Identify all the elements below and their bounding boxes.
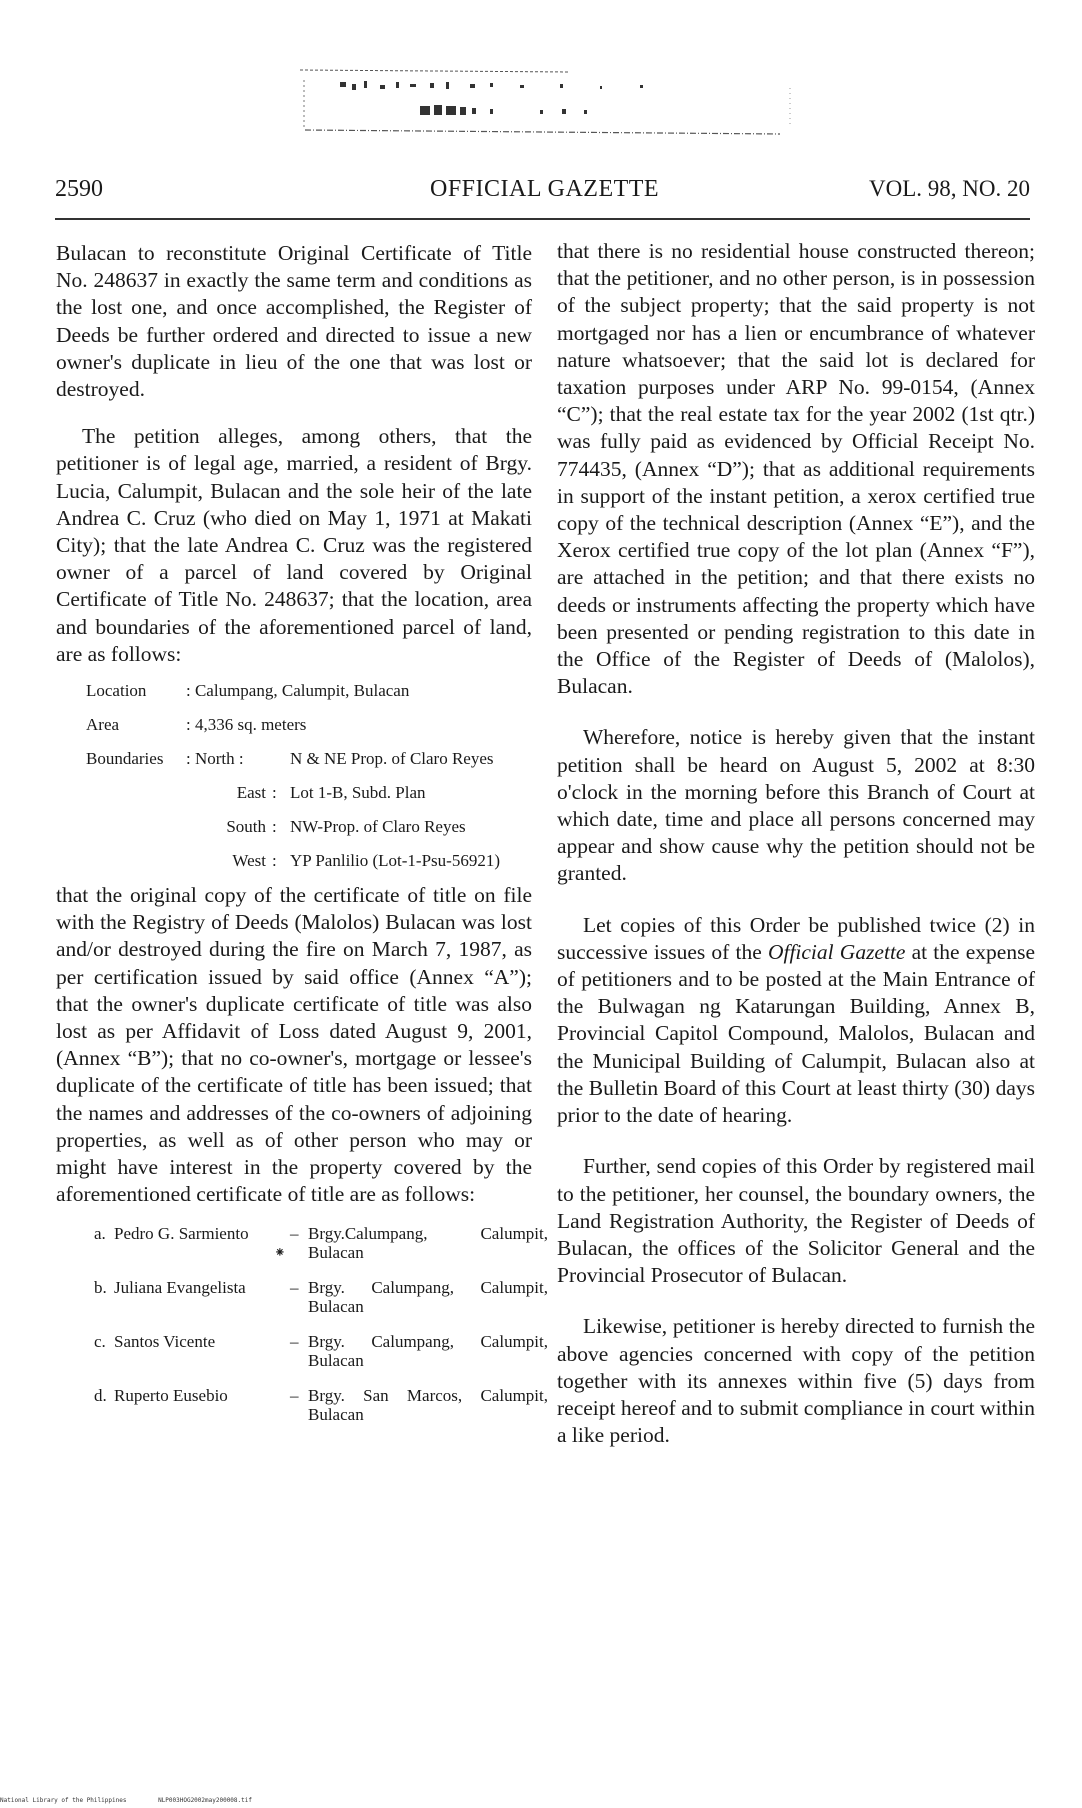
west-label: West xyxy=(232,851,266,871)
west-value: YP Panlilio (Lot-1-Psu-56921) xyxy=(290,851,500,871)
owner-address: Brgy. Calumpang, Calumpit, Bulacan xyxy=(308,1278,548,1317)
list-item xyxy=(94,1384,548,1438)
colon: : xyxy=(272,851,277,871)
boundaries-label: Boundaries xyxy=(86,749,164,769)
table-row xyxy=(86,674,532,708)
owner-address: Brgy. San Marcos, Calumpit, Bulacan xyxy=(308,1386,548,1425)
property-table xyxy=(86,674,532,878)
publication-name: Official Gazette xyxy=(767,939,906,964)
south-label: South xyxy=(226,817,266,837)
dash: – xyxy=(290,1386,299,1406)
list-item xyxy=(94,1276,548,1330)
library-credit: National Library of the Philippines xyxy=(0,1797,127,1804)
paragraph: Wherefore, notice is hereby given that the instant petition shall be heard on August 5, 2002 at 8:30 o'clock in the morning before this Branch of Court at which date, time and place all persons concerned may appear and show cause why the petition should not be granted. xyxy=(557,725,1035,886)
south-value: NW-Prop. of Claro Reyes xyxy=(290,817,466,837)
north-value: N & NE Prop. of Claro Reyes xyxy=(290,749,494,769)
publication-title: OFFICIAL GAZETTE xyxy=(430,176,660,202)
table-row xyxy=(86,810,532,844)
paragraph: The petition alleges, among others, that the petitioner is of legal age, married, a resident of Brgy. Lucia, Calumpit, Bulacan and the sole heir of the late Andrea C. Cruz (who died on May 1, 1971 at Makati City); that the late Andrea C. Cruz was the registered owner of a parcel of land covered by Original Certificate of Title No. 248637; that the location, area and boundaries of the aforementioned parcel of land, are as follows: xyxy=(56,424,532,666)
owner-name: Ruperto Eusebio xyxy=(114,1386,228,1406)
colon: : xyxy=(272,817,277,837)
owner-address: Brgy. Calumpang, Calumpit, Bulacan xyxy=(308,1332,548,1371)
dash: – xyxy=(290,1278,299,1298)
scan-filename: NLP003HOG2002may200008.tif xyxy=(158,1797,252,1804)
dash: – xyxy=(290,1224,299,1244)
owner-name: Santos Vicente xyxy=(114,1332,216,1352)
table-row xyxy=(86,708,532,742)
table-row xyxy=(86,776,532,810)
north-label: : North : xyxy=(186,749,244,769)
paragraph: Likewise, petitioner is hereby directed to furnish the above agencies concerned with copy of the petition together with its annexes within five (5) days from receipt hereof and to submit compliance in court within a like period. xyxy=(557,1314,1035,1448)
owner-address: Brgy.Calumpang, Calumpit, Bulacan xyxy=(308,1224,548,1263)
table-row xyxy=(86,844,532,878)
east-value: Lot 1-B, Subd. Plan xyxy=(290,783,426,803)
area-label: Area xyxy=(86,715,120,735)
location-label: Location xyxy=(86,681,147,701)
paragraph: Further, send copies of this Order by registered mail to the petitioner, her counsel, the boundary owners, the Land Registration Authority, the Register of Deeds of Bulacan, the offices of the Solicitor General and the Provincial Prosecutor of Bulacan. xyxy=(557,1154,1035,1288)
text-run: at the expense of petitioners and to be posted at the Main Entrance of the Bulwagan ng Katarungan Building, Annex B, Provincial Capitol Compound, Malolos, Bulacan and the Municipal Building of Calumpit, Bulacan also at the Bulletin Board of this Court at least thirty (30) days prior to the date of hearing. xyxy=(557,939,1035,1128)
east-label: East xyxy=(236,783,266,803)
paragraph: Bulacan to reconstitute Original Certificate of Title No. 248637 in exactly the same term and conditions as the lost one, and once accomplished, the Register of Deeds be further ordered and directed to issue a new owner's duplicate in lieu of the one that was lost or destroyed. xyxy=(56,241,532,402)
volume-number: VOL. 98, NO. 20 xyxy=(869,176,1030,201)
owner-name: Juliana Evangelista xyxy=(114,1278,246,1298)
list-item xyxy=(94,1222,548,1276)
table-row xyxy=(86,742,532,776)
list-item xyxy=(94,1330,548,1384)
page-number: 2590 xyxy=(55,176,103,202)
location-value: : Calumpang, Calumpit, Bulacan xyxy=(186,681,410,701)
library-stamp-mark xyxy=(300,68,800,148)
area-value: : 4,336 sq. meters xyxy=(186,715,307,735)
dash: – xyxy=(290,1332,299,1352)
tilde-mark: ⁕ xyxy=(274,1246,286,1262)
right-column xyxy=(557,238,1035,1449)
paragraph: that the original copy of the certificate of title on file with the Registry of Deeds (Malolos) Bulacan was lost and/or destroyed during the fire on March 7, 1987, as per certification issued by said office (Annex “A”); that the owner's duplicate certificate of title was also lost as per Affidavit of Loss dated August 9, 2001, (Annex “B”); that no co-owner's, mortgage or lessee's duplicate of the certificate of title has been issued; that the names and addresses of the co-owners of adjoining properties, as well as of other person who may or might have interest in the property covered by the aforementioned certificate of title are as follows: xyxy=(56,883,532,1207)
owner-name: Pedro G. Sarmiento xyxy=(114,1224,249,1244)
item-letter: a. xyxy=(94,1224,106,1244)
header-rule xyxy=(55,218,1030,220)
scan-footer xyxy=(0,1797,280,1804)
item-letter: b. xyxy=(94,1278,107,1298)
item-letter: c. xyxy=(94,1332,106,1352)
left-column xyxy=(56,240,548,1438)
paragraph: that there is no residential house constructed thereon; that the petitioner, and no other person, is in possession of the subject property; that the said property is not mortgaged nor has a lien or encumbrance of whatever nature whatsoever; that the said lot is declared for taxation purposes under ARP No. 99-0154, (Annex “C”); that the real estate tax for the year 2002 (1st qtr.) was fully paid as evidenced by Official Receipt No. 774435, (Annex “D”); that as additional requirements in support of the instant petition, a xerox certified true copy of the technical description (Annex “E”), and the Xerox certified true copy of the lot plan (Annex “F”), are attached in the petition; and that there exists no deeds or instruments affecting the property which have been presented or pending registration to this date in the Office of the Register of Deeds of (Malolos), Bulacan. xyxy=(557,239,1035,699)
owners-list xyxy=(94,1222,548,1438)
item-letter: d. xyxy=(94,1386,107,1406)
text-run: Let copies of this Order be published twice (2) in successive issues of the xyxy=(557,912,1035,964)
colon: : xyxy=(272,783,277,803)
page-header xyxy=(55,176,1030,216)
paragraph xyxy=(557,912,1035,1130)
